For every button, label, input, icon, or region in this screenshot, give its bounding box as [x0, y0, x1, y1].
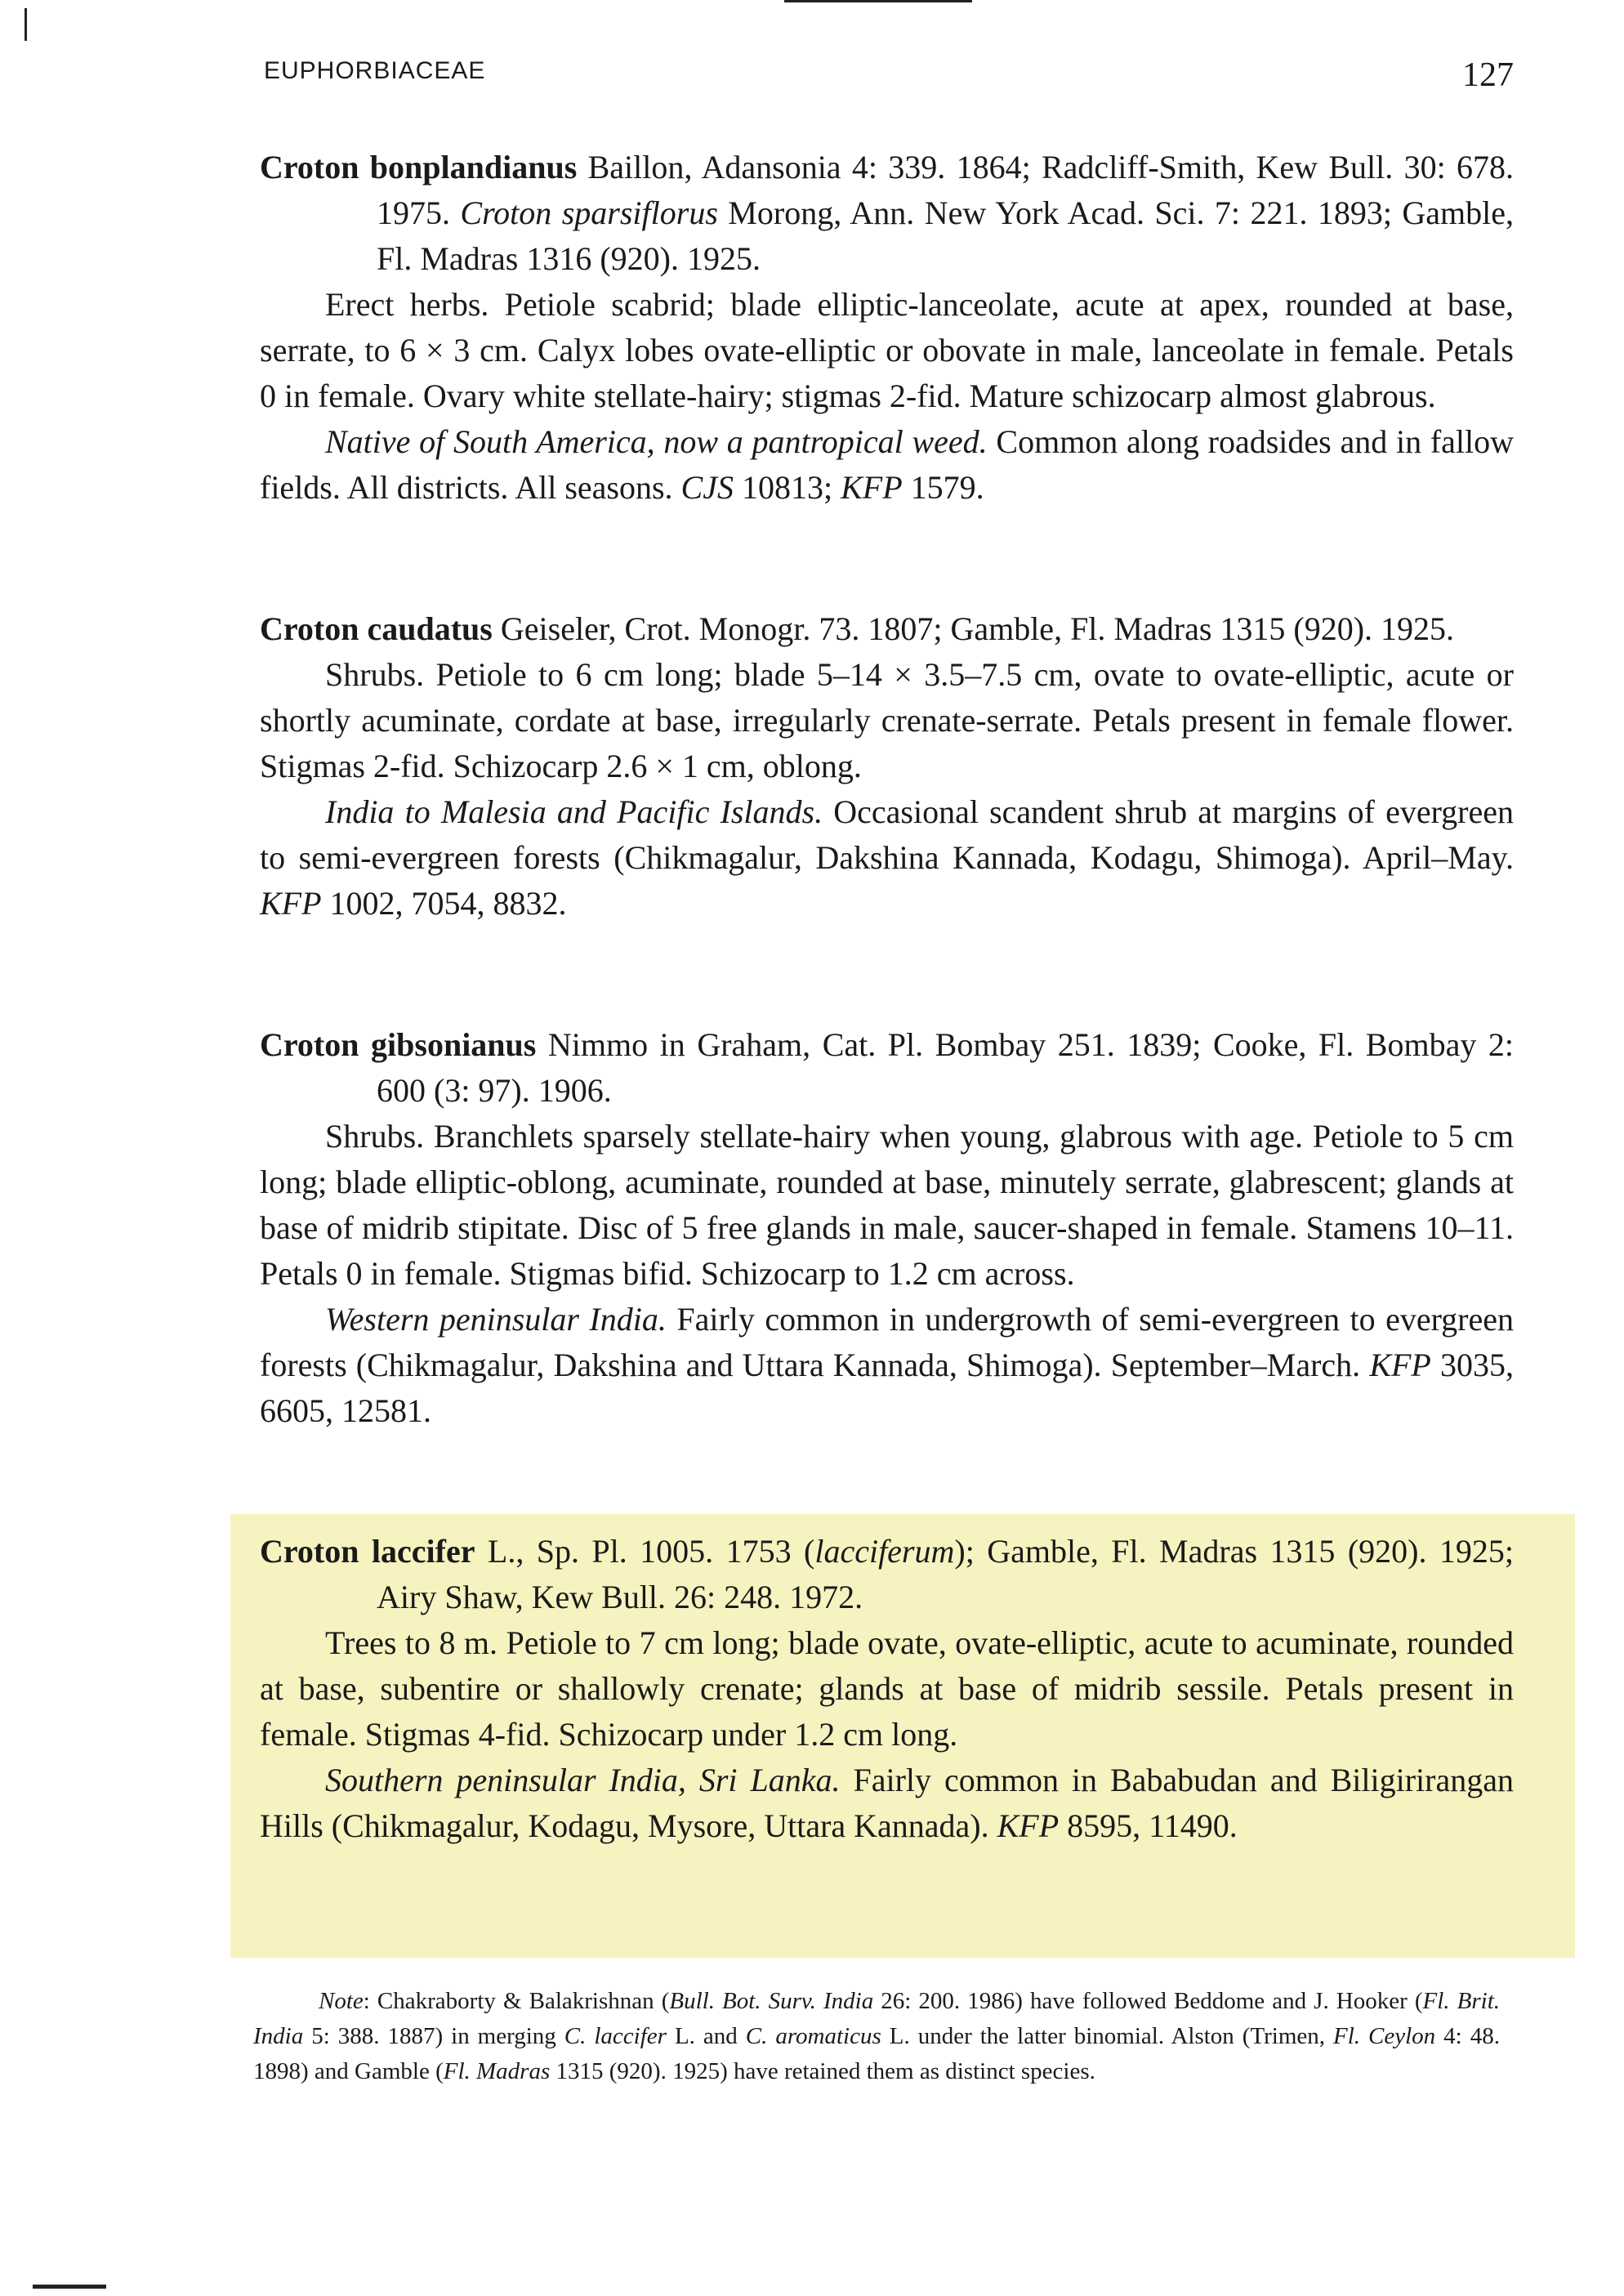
species-name: Croton gibsonianus: [260, 1026, 537, 1063]
synonym-name: Croton sparsiflorus: [460, 194, 718, 231]
citation: Morong, Ann. New York Acad. Sci. 7: 221. 1893; Gamble, Fl. Madras 1316 (920). 1925.: [377, 194, 1515, 277]
citation: Nimmo in Graham, Cat. Pl. Bombay 251. 1839; Cooke, Fl. Bombay 2: 600 (3: 97). 1906.: [377, 1026, 1515, 1109]
species-name: Croton bonplandianus: [260, 149, 578, 185]
scan-mark-bottom: [33, 2285, 106, 2289]
range: Southern peninsular India, Sri Lanka.: [325, 1762, 841, 1798]
habitat: Common along roadsides and in fallow fields. All districts. All seasons.: [260, 423, 1515, 506]
scan-mark-left: [25, 8, 27, 41]
species-reference: [260, 606, 1514, 652]
note-text: : Chakraborty & Balakrishnan (: [363, 1988, 670, 2014]
note-text: L. and: [666, 2023, 746, 2049]
scan-mark-top: [784, 0, 972, 2]
range: India to Malesia and Pacific Islands.: [325, 793, 823, 830]
taxonomic-note: [253, 1984, 1500, 2089]
species-reference: [260, 145, 1514, 282]
running-head: EUPHORBIACEAE: [264, 57, 486, 84]
page-header: [264, 57, 1514, 98]
species-distribution: [260, 789, 1514, 927]
note-citation: Fl. Madras: [443, 2058, 551, 2084]
species-distribution: [260, 1297, 1514, 1434]
range: Native of South America, now a pantropical weed.: [325, 423, 988, 460]
species-distribution: [260, 1758, 1514, 1849]
herbarium-code: KFP: [260, 885, 322, 922]
citation: Baillon, Adansonia 4: 339. 1864; Radcliff-Smith, Kew Bull. 30: 678. 1975.: [377, 149, 1515, 231]
citation: ); Gamble, Fl. Madras 1315 (920). 1925; Airy Shaw, Kew Bull. 26: 248. 1972.: [377, 1533, 1515, 1615]
note-taxon: C. laccifer: [564, 2023, 667, 2049]
habitat: Occasional scandent shrub at margins of evergreen to semi-evergreen forests (Chikmagalur, Dakshina Kannada, Kodagu, Shimoga). April–May.: [260, 793, 1514, 876]
species-name: Croton caudatus: [260, 610, 493, 647]
species-reference: [260, 1529, 1514, 1620]
note-label: Note: [319, 1988, 364, 2014]
herbarium-code: KFP: [997, 1807, 1060, 1844]
specimen-numbers: 10813;: [733, 469, 841, 506]
herbarium-code: KFP: [841, 469, 903, 506]
species-entry: [260, 145, 1514, 511]
herbarium-code: CJS: [680, 469, 734, 506]
note-text: L. under the latter binomial. Alston (Trimen,: [881, 2023, 1334, 2049]
species-description: Shrubs. Branchlets sparsely stellate-hairy when young, glabrous with age. Petiole to 5 cm long; blade elliptic-oblong, acuminate, rounded at base, minutely serrate, glabrescent; glands at base of midrib stipitate. Disc of 5 free glands in male, saucer-shaped in female. Stamens 10–11. Petals 0 in female. Stigmas bifid. Schizocarp to 1.2 cm across.: [260, 1118, 1514, 1292]
habitat: Fairly common in undergrowth of semi-evergreen to evergreen forests (Chikmagalur, Dakshina and Uttara Kannada, Shimoga). September–March.: [260, 1301, 1515, 1383]
citation: L., Sp. Pl. 1005. 1753 (: [475, 1533, 815, 1570]
note-text: 26: 200. 1986) have followed Beddome and J. Hooker (: [873, 1988, 1423, 2014]
species-reference: [260, 1022, 1514, 1114]
page-number: 127: [1462, 56, 1514, 94]
note-taxon: C. aromaticus: [745, 2023, 881, 2049]
note-citation: Bull. Bot. Surv. India: [669, 1988, 874, 2014]
specimen-numbers: 1579.: [902, 469, 984, 506]
species-description: Trees to 8 m. Petiole to 7 cm long; blade ovate, ovate-elliptic, acute to acuminate, rounded at base, subentire or shallowly crenate; glands at base of midrib sessile. Petals present in female. Stigmas 4-fid. Schizocarp under 1.2 cm long.: [260, 1624, 1514, 1753]
herbarium-code: KFP: [1369, 1347, 1431, 1383]
synonym-name: lacciferum: [814, 1533, 955, 1570]
species-description: Erect herbs. Petiole scabrid; blade elliptic-lanceolate, acute at apex, rounded at base, serrate, to 6 × 3 cm. Calyx lobes ovate-elliptic or obovate in male, lanceolate in female. Petals 0 in female. Ovary white stellate-hairy; stigmas 2-fid. Mature schizocarp almost glabrous.: [260, 286, 1514, 414]
specimen-numbers: 1002, 7054, 8832.: [321, 885, 567, 922]
note-citation: Fl. Ceylon: [1333, 2023, 1436, 2049]
note-text: 1315 (920). 1925) have retained them as distinct species.: [550, 2058, 1095, 2084]
citation: Geiseler, Crot. Monogr. 73. 1807; Gamble, Fl. Madras 1315 (920). 1925.: [492, 610, 1455, 647]
species-entry-highlighted: [260, 1529, 1514, 1849]
note-citation: Fl. Brit. India: [253, 1988, 1501, 2049]
habitat: Fairly common in Bababudan and Biligirirangan Hills (Chikmagalur, Kodagu, Mysore, Uttara Kannada).: [260, 1762, 1514, 1844]
species-description: Shrubs. Petiole to 6 cm long; blade 5–14 × 3.5–7.5 cm, ovate to ovate-elliptic, acute or shortly acuminate, cordate at base, irregularly crenate-serrate. Petals present in female flower. Stigmas 2-fid. Schizocarp 2.6 × 1 cm, oblong.: [260, 656, 1514, 784]
species-distribution: [260, 419, 1514, 511]
specimen-numbers: 3035, 6605, 12581.: [260, 1347, 1515, 1429]
species-entry: [260, 606, 1514, 927]
species-entry: [260, 1022, 1514, 1434]
specimen-numbers: 8595, 11490.: [1059, 1807, 1238, 1844]
species-name: Croton laccifer: [260, 1533, 475, 1570]
note-text: 4: 48. 1898) and Gamble (: [253, 2023, 1500, 2084]
note-text: 5: 388. 1887) in merging: [303, 2023, 564, 2049]
range: Western peninsular India.: [325, 1301, 667, 1338]
